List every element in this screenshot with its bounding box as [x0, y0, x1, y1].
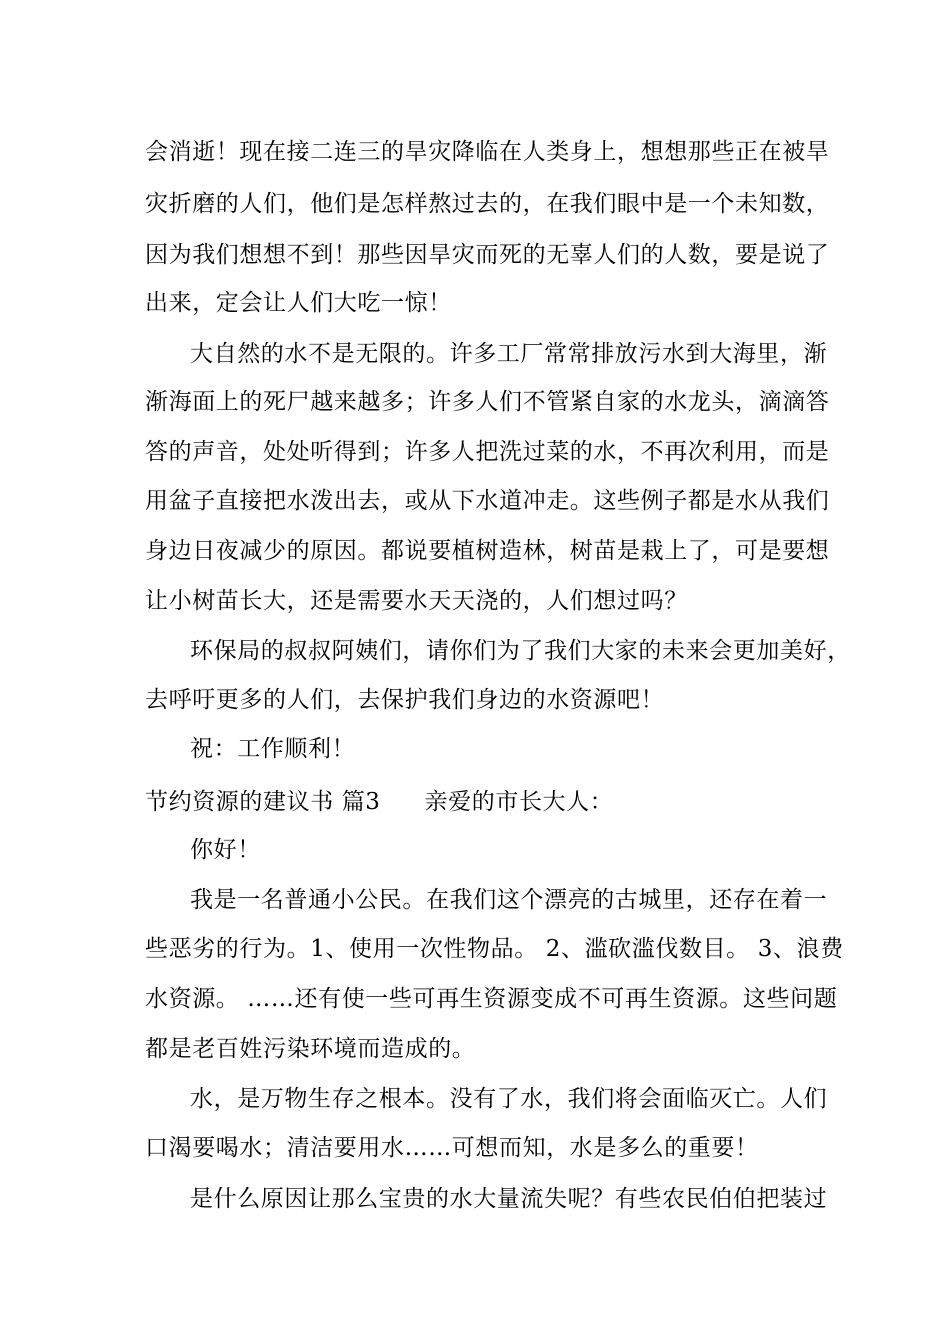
paragraph-line: 会消逝！现在接二连三的旱灾降临在人类身上，想想那些正在被旱	[145, 139, 830, 165]
salutation: 亲爱的市长大人：	[424, 789, 614, 815]
paragraph-line: 因为我们想想不到！那些因旱灾而死的无辜人们的人数，要是说了	[145, 242, 830, 268]
paragraph-line: 都是老百姓污染环境而造成的。	[145, 1036, 476, 1062]
paragraph-line: 些恶劣的行为。1、使用一次性物品。 2、滥砍滥伐数目。 3、浪费	[145, 936, 844, 962]
paragraph-line: 出来，定会让人们大吃一惊！	[145, 290, 452, 316]
paragraph-line: 水，是万物生存之根本。没有了水，我们将会面临灭亡。人们	[190, 1086, 828, 1112]
paragraph-line: 答的声音，处处听得到；许多人把洗过菜的水，不再次利用，而是	[145, 439, 830, 465]
section-heading	[145, 787, 613, 817]
paragraph-line: 水资源。 ……还有使一些可再生资源变成不可再生资源。这些问题	[145, 986, 838, 1012]
section-title: 节约资源的建议书 篇3	[145, 789, 381, 815]
paragraph-line: 去呼吁更多的人们，去保护我们身边的水资源吧！	[145, 687, 665, 713]
paragraph-line: 大自然的水不是无限的。许多工厂常常排放污水到大海里，渐	[190, 341, 828, 367]
closing-wish: 祝：工作顺利！	[190, 736, 356, 762]
greeting: 你好！	[190, 837, 261, 863]
paragraph-line: 用盆子直接把水泼出去，或从下水道冲走。这些例子都是水从我们	[145, 488, 830, 514]
paragraph-line: 口渴要喝水；清洁要用水……可想而知，水是多么的重要！	[145, 1135, 759, 1161]
paragraph-line: 身边日夜减少的原因。都说要植树造林，树苗是栽上了，可是要想	[145, 538, 830, 564]
paragraph-line: 渐海面上的死尸越来越多；许多人们不管紧自家的水龙头，滴滴答	[145, 389, 830, 415]
paragraph-line: 环保局的叔叔阿姨们，请你们为了我们大家的未来会更加美好，	[190, 638, 851, 664]
paragraph-line: 我是一名普通小公民。在我们这个漂亮的古城里，还存在着一	[190, 887, 828, 913]
paragraph-line: 灾折磨的人们，他们是怎样熬过去的，在我们眼中是一个未知数，	[145, 191, 830, 217]
paragraph-line: 是什么原因让那么宝贵的水大量流失呢？有些农民伯伯把装过	[190, 1186, 828, 1212]
paragraph-line: 让小树苗长大，还是需要水天天浇的，人们想过吗？	[145, 588, 688, 614]
